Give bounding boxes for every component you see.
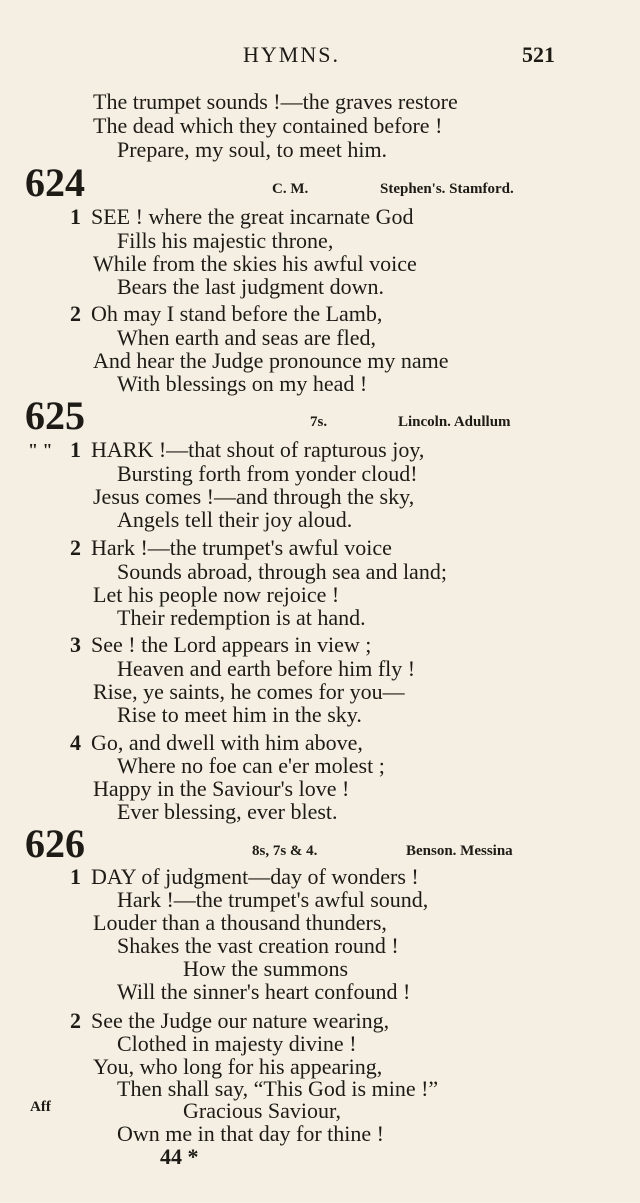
stanza-number: 1 bbox=[70, 204, 81, 229]
verse-line bbox=[70, 536, 392, 560]
hymn-meter: 7s. bbox=[310, 414, 328, 430]
hymn-meter: C. M. bbox=[272, 181, 309, 197]
verse-line: Happy in the Saviour's love ! bbox=[93, 776, 350, 801]
verse-line: Rise, ye saints, he comes for you— bbox=[93, 679, 405, 704]
verse-text: DAY of judgment—day of wonders ! bbox=[91, 864, 419, 889]
verse-line: Sounds abroad, through sea and land; bbox=[117, 559, 447, 584]
verse-text: HARK !—that shout of rapturous joy, bbox=[91, 437, 425, 462]
verse-text: See the Judge our nature wearing, bbox=[91, 1008, 390, 1033]
verse-line: Fills his majestic throne, bbox=[117, 228, 334, 253]
verse-line: Angels tell their joy aloud. bbox=[117, 507, 353, 532]
verse-line: Clothed in majesty divine ! bbox=[117, 1031, 357, 1056]
verse-line: And hear the Judge pronounce my name bbox=[93, 348, 449, 373]
hymn-number: 624 bbox=[25, 160, 85, 205]
verse-line: Bears the last judgment down. bbox=[117, 274, 385, 299]
verse-line: Shakes the vast creation round ! bbox=[117, 933, 399, 958]
verse-line: Hark !—the trumpet's awful sound, bbox=[117, 887, 429, 912]
stanza-number: 2 bbox=[70, 301, 81, 326]
running-title: HYMNS. bbox=[243, 42, 340, 67]
page-number: 521 bbox=[522, 42, 555, 67]
stanza-number: 4 bbox=[70, 730, 81, 755]
verse-text: Hark !—the trumpet's awful voice bbox=[91, 535, 392, 560]
verse-line bbox=[70, 633, 371, 657]
carryover-line: Prepare, my soul, to meet him. bbox=[117, 137, 388, 162]
stanza-number: 1 bbox=[70, 437, 81, 462]
carryover-line: The trumpet sounds !—the graves restore bbox=[93, 89, 458, 114]
verse-line: You, who long for his appearing, bbox=[93, 1054, 383, 1079]
stanza-number: 3 bbox=[70, 632, 81, 657]
signature-mark: 44 * bbox=[160, 1144, 199, 1169]
verse-line: Gracious Saviour, bbox=[183, 1098, 341, 1123]
hymn-tunes: Benson. Messina bbox=[406, 843, 513, 859]
stanza-number: 2 bbox=[70, 1008, 81, 1033]
verse-line: Louder than a thousand thunders, bbox=[93, 910, 387, 935]
hymn-meter: 8s, 7s & 4. bbox=[252, 843, 318, 859]
verse-line: How the summons bbox=[183, 956, 348, 981]
verse-line: Their redemption is at hand. bbox=[117, 605, 366, 630]
verse-line: Will the sinner's heart confound ! bbox=[117, 979, 411, 1004]
hymn-tunes: Stephen's. Stamford. bbox=[380, 181, 514, 197]
verse-line: Bursting forth from yonder cloud! bbox=[117, 461, 418, 486]
verse-line bbox=[70, 302, 382, 326]
verse-text: Oh may I stand before the Lamb, bbox=[91, 301, 383, 326]
verse-line: Then shall say, “This God is mine !” bbox=[117, 1076, 439, 1101]
stanza-number: 1 bbox=[70, 864, 81, 889]
verse-line: Let his people now rejoice ! bbox=[93, 582, 340, 607]
verse-line: Heaven and earth before him fly ! bbox=[117, 656, 416, 681]
verse-line bbox=[70, 865, 419, 889]
verse-line: Ever blessing, ever blest. bbox=[117, 799, 338, 824]
verse-line bbox=[70, 205, 414, 229]
carryover-line: The dead which they contained before ! bbox=[93, 113, 443, 138]
hymn-tunes: Lincoln. Adullum bbox=[398, 414, 511, 430]
verse-line bbox=[70, 438, 424, 462]
verse-line: When earth and seas are fled, bbox=[117, 325, 376, 350]
verse-line: Where no foe can e'er molest ; bbox=[117, 753, 385, 778]
verse-text: See ! the Lord appears in view ; bbox=[91, 632, 372, 657]
verse-text: Go, and dwell with him above, bbox=[91, 730, 363, 755]
verse-text: SEE ! where the great incarnate God bbox=[91, 204, 414, 229]
verse-line bbox=[70, 1009, 389, 1033]
verse-line: While from the skies his awful voice bbox=[93, 251, 417, 276]
margin-mark: " " bbox=[28, 440, 53, 460]
hymn-number: 625 bbox=[25, 393, 85, 438]
margin-mark: Aff bbox=[30, 1099, 51, 1115]
running-header bbox=[0, 42, 640, 72]
verse-line: Jesus comes !—and through the sky, bbox=[93, 484, 415, 509]
verse-line: With blessings on my head ! bbox=[117, 371, 368, 396]
verse-line: Own me in that day for thine ! bbox=[117, 1121, 384, 1146]
stanza-number: 2 bbox=[70, 535, 81, 560]
verse-line bbox=[70, 731, 363, 755]
verse-line: Rise to meet him in the sky. bbox=[117, 702, 362, 727]
hymn-number: 626 bbox=[25, 821, 85, 866]
